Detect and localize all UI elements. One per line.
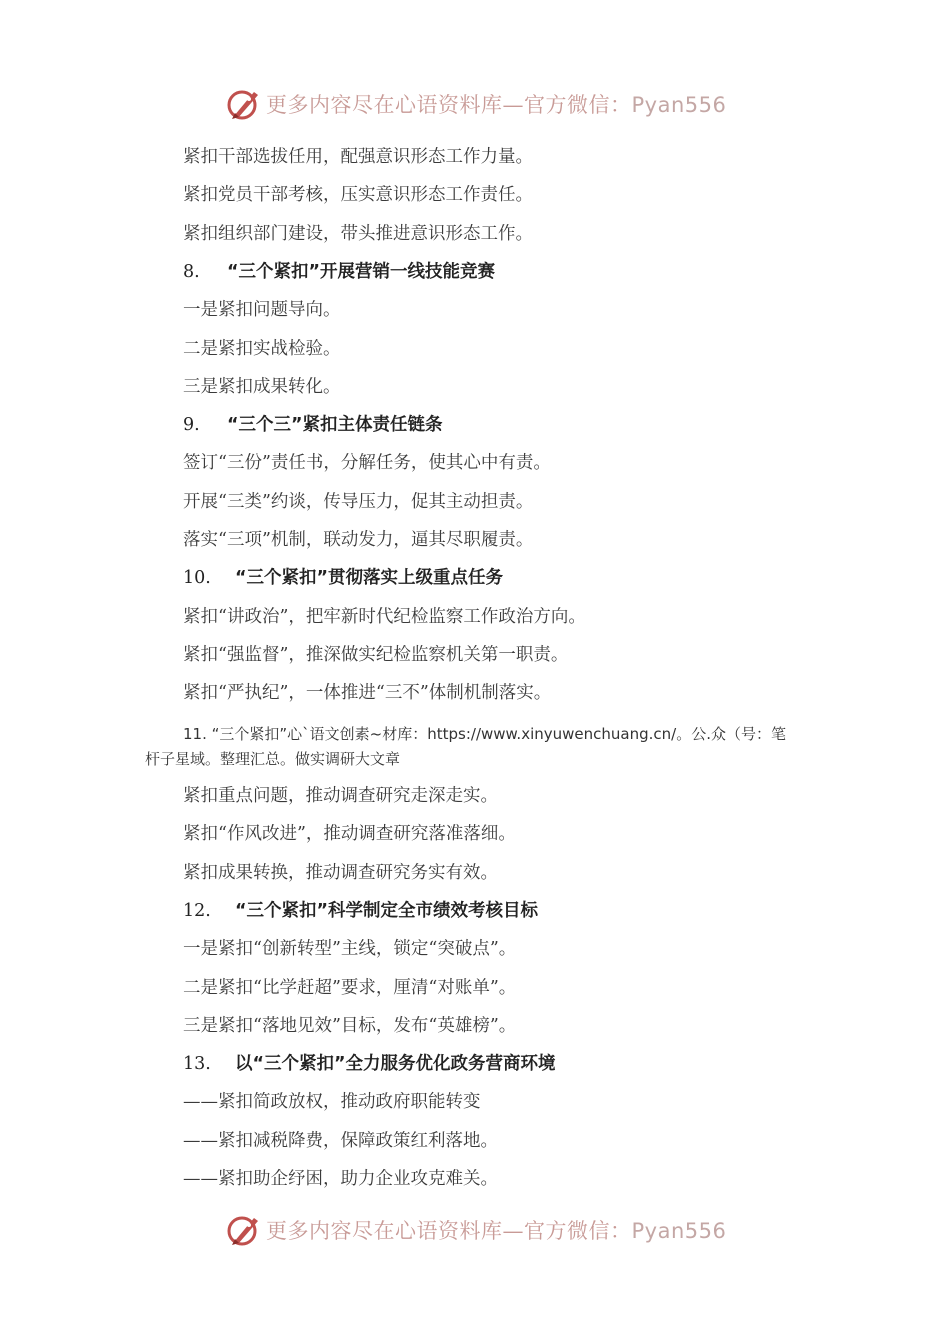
body-line: 一是紧扣问题导向。 [183, 300, 341, 321]
section-number: 12. [183, 900, 211, 921]
section-number: 8. [183, 261, 200, 282]
source-note-line: 杆子星域。整理汇总。做实调研大文章 [145, 749, 401, 768]
section-number: 10. [183, 568, 211, 589]
section-number: 13. [183, 1054, 211, 1075]
header-banner [226, 84, 726, 124]
section-heading [183, 413, 443, 437]
pen-logo-icon [226, 1212, 262, 1248]
section-heading [183, 260, 495, 284]
body-line: ——紧扣简政放权，推动政府职能转变 [183, 1092, 481, 1113]
body-line: ——紧扣助企纾困，助力企业攻克难关。 [183, 1169, 498, 1189]
body-line: 紧扣“强监督”，推深做实纪检监察机关第一职责。 [183, 644, 569, 665]
wechat-id: Pyan556 [631, 93, 727, 117]
body-line: ——紧扣减税降费，保障政策红利落地。 [183, 1130, 498, 1151]
body-line: 紧扣“作风改进”，推动调查研究落准落细。 [183, 824, 516, 845]
body-line: 三是紧扣成果转化。 [183, 376, 341, 397]
banner-text: 更多内容尽在心语资料库—官方微信：Pyan556 [266, 93, 727, 117]
source-note [145, 722, 805, 772]
section-title: 以“三个紧扣”全力服务优化政务营商环境 [235, 1054, 556, 1075]
pen-logo-icon [226, 86, 262, 122]
body-line: 落实“三项”机制，联动发力，逼其尽职履责。 [183, 530, 534, 550]
banner-text: 更多内容尽在心语资料库—官方微信：Pyan556 [266, 1219, 727, 1243]
section-title: “三个紧扣”科学制定全市绩效考核目标 [235, 900, 539, 921]
body-line: 二是紧扣“比学赶超”要求，厘清“对账单”。 [183, 977, 517, 998]
footer-banner [226, 1210, 726, 1250]
body-line: 签订“三份”责任书，分解任务，使其心中有责。 [183, 453, 551, 474]
body-line: 紧扣干部选拔任用，配强意识形态工作力量。 [183, 147, 533, 167]
body-line: 紧扣重点问题，推动调查研究走深走实。 [183, 786, 498, 806]
body-line: 紧扣“讲政治”，把牢新时代纪检监察工作政治方向。 [183, 606, 586, 627]
body-line: 一是紧扣“创新转型”主线，锁定“突破点”。 [183, 939, 517, 960]
section-heading [183, 1052, 556, 1076]
body-line: 紧扣“严执纪”，一体推进“三不”体制机制落实。 [183, 683, 552, 704]
body-line: 紧扣党员干部考核，压实意识形态工作责任。 [183, 185, 533, 206]
body-line: 紧扣成果转换，推动调查研究务实有效。 [183, 862, 498, 883]
section-title: “三个紧扣”开展营销一线技能竞赛 [227, 261, 496, 282]
section-heading [183, 566, 503, 590]
body-line: 紧扣组织部门建设，带头推进意识形态工作。 [183, 223, 533, 244]
source-note-line: 11. “三个紧扣”心`语文创素~材库：https://www.xinyuwenchuang.cn/。公.众（号：笔 [183, 724, 786, 743]
wechat-id: Pyan556 [631, 1219, 727, 1243]
section-number: 9. [183, 415, 200, 436]
body-line: 三是紧扣“落地见效”目标，发布“英雄榜”。 [183, 1015, 517, 1036]
body-line: 开展“三类”约谈，传导压力，促其主动担责。 [183, 491, 534, 512]
section-title: “三个三”紧扣主体责任链条 [227, 415, 443, 436]
body-line: 二是紧扣实战检验。 [183, 338, 341, 359]
section-title: “三个紧扣”贯彻落实上级重点任务 [235, 568, 504, 589]
section-heading [183, 899, 538, 923]
